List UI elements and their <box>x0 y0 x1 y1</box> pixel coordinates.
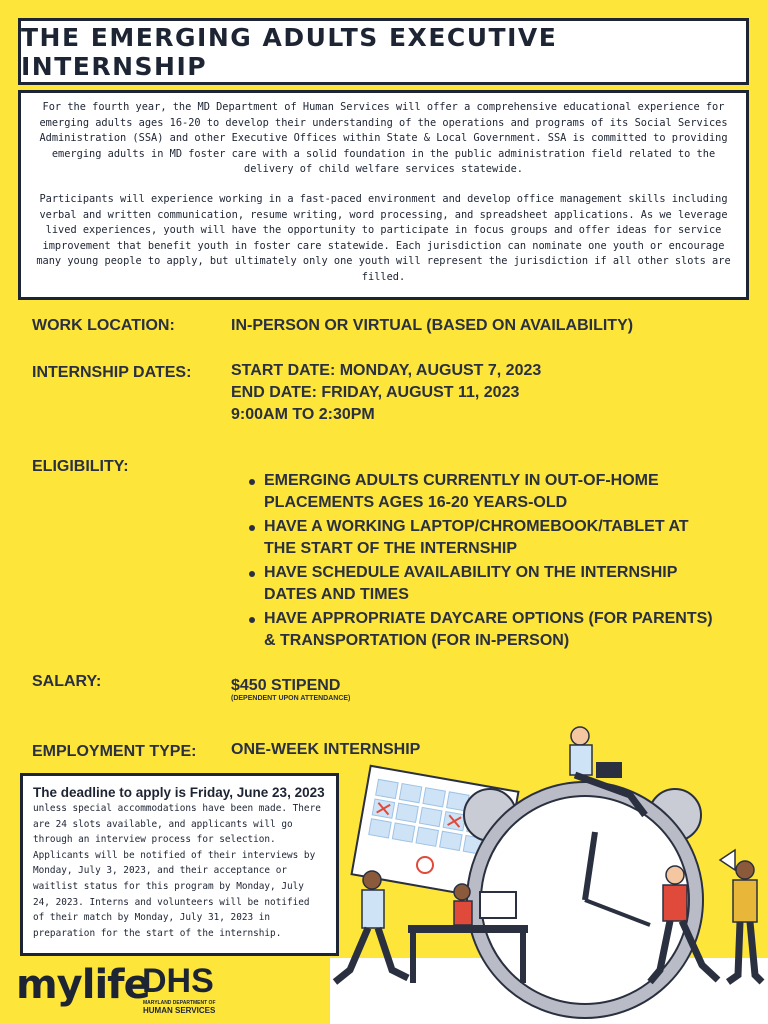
eligibility-list <box>248 470 718 654</box>
employment-type-value: ONE-WEEK INTERNSHIP <box>231 741 421 758</box>
deadline-heading: The deadline to apply is Friday, June 23, 2023 <box>33 785 325 800</box>
bullet-icon <box>249 525 255 531</box>
internship-hours: 9:00AM TO 2:30PM <box>231 406 375 423</box>
start-date: START DATE: MONDAY, AUGUST 7, 2023 <box>231 362 542 379</box>
salary-note: (DEPENDENT UPON ATTENDANCE) <box>231 695 351 702</box>
bullet-icon <box>249 617 255 623</box>
eligibility-label: ELIGIBILITY: <box>32 458 129 475</box>
eligibility-item: HAVE A WORKING LAPTOP/CHROMEBOOK/TABLET AT THE START OF THE INTERNSHIP <box>248 516 718 560</box>
logo-human-services-text: HUMAN SERVICES <box>143 1006 216 1015</box>
deadline-box <box>20 773 339 956</box>
monitor-icon <box>480 892 516 918</box>
eligibility-item: HAVE SCHEDULE AVAILABILITY ON THE INTERNSHIP DATES AND TIMES <box>248 562 718 606</box>
logo-dept-text: MARYLAND DEPARTMENT OF <box>143 1000 216 1006</box>
salary-value: $450 STIPEND <box>231 677 341 694</box>
internship-dates-label: INTERNSHIP DATES: <box>32 364 192 381</box>
title-box <box>18 18 749 85</box>
intro-paragraph-1: For the fourth year, the MD Department of Human Services will offer a comprehensive educational experience for emerging adults ages 16-20 to develop their understanding of the operations and programs of its Social Services Administration (SSA) and other Executive Offices within State & Local Government. SSA is committed to providing emerging adults in MD foster care with a solid foundation in the public administration field related to the delivery of child welfare services statewide. <box>39 101 728 176</box>
office-clock-illustration <box>330 720 768 1024</box>
work-location-value: IN-PERSON OR VIRTUAL (BASED ON AVAILABILITY) <box>231 317 634 334</box>
bullet-icon <box>249 479 255 485</box>
end-date: END DATE: FRIDAY, AUGUST 11, 2023 <box>231 384 520 401</box>
employment-type-label: EMPLOYMENT TYPE: <box>32 743 197 760</box>
intro-box <box>18 90 749 300</box>
bullet-icon <box>249 571 255 577</box>
intro-paragraph-2: Participants will experience working in a fast-paced environment and develop office management skills including verbal and written communication, resume writing, word processing, and spreadsheet applications. As we leverage lived experiences, youth will have the opportunity to participate in focus groups and offer ideas for service improvement that benefit youth in foster care statewide. Each jurisdiction can nominate one youth or encourage many young people to apply, but ultimately only one youth will represent the jurisdiction if all other slots are filled. <box>36 192 731 283</box>
logo-dhs-text: DHS <box>142 962 214 1000</box>
deadline-body: unless special accommodations have been made. There are 24 slots available, and applicants will go through an interview process for selection. Applicants will be notified of their interviews by Monday, July 3, 2023, and their acceptance or waitlist status for this program by Monday, July 24, 2023. Interns and volunteers will be notified of their match by Monday, July 31, 2023 in preparation for the start of the internship. <box>33 803 321 939</box>
mylife-dhs-logo <box>16 962 226 1018</box>
person-desk-icon <box>454 884 472 925</box>
megaphone-icon <box>720 850 735 870</box>
salary-label: SALARY: <box>32 673 102 690</box>
eligibility-item: HAVE APPROPRIATE DAYCARE OPTIONS (FOR PARENTS) & TRANSPORTATION (FOR IN-PERSON) <box>248 608 718 652</box>
page-title: THE EMERGING ADULTS EXECUTIVE INTERNSHIP <box>21 22 558 81</box>
eligibility-item: EMERGING ADULTS CURRENTLY IN OUT-OF-HOME PLACEMENTS AGES 16-20 YEARS-OLD <box>248 470 718 514</box>
work-location-label: WORK LOCATION: <box>32 317 175 334</box>
logo-mylife-text: mylife <box>16 962 150 1008</box>
desk <box>408 925 528 933</box>
